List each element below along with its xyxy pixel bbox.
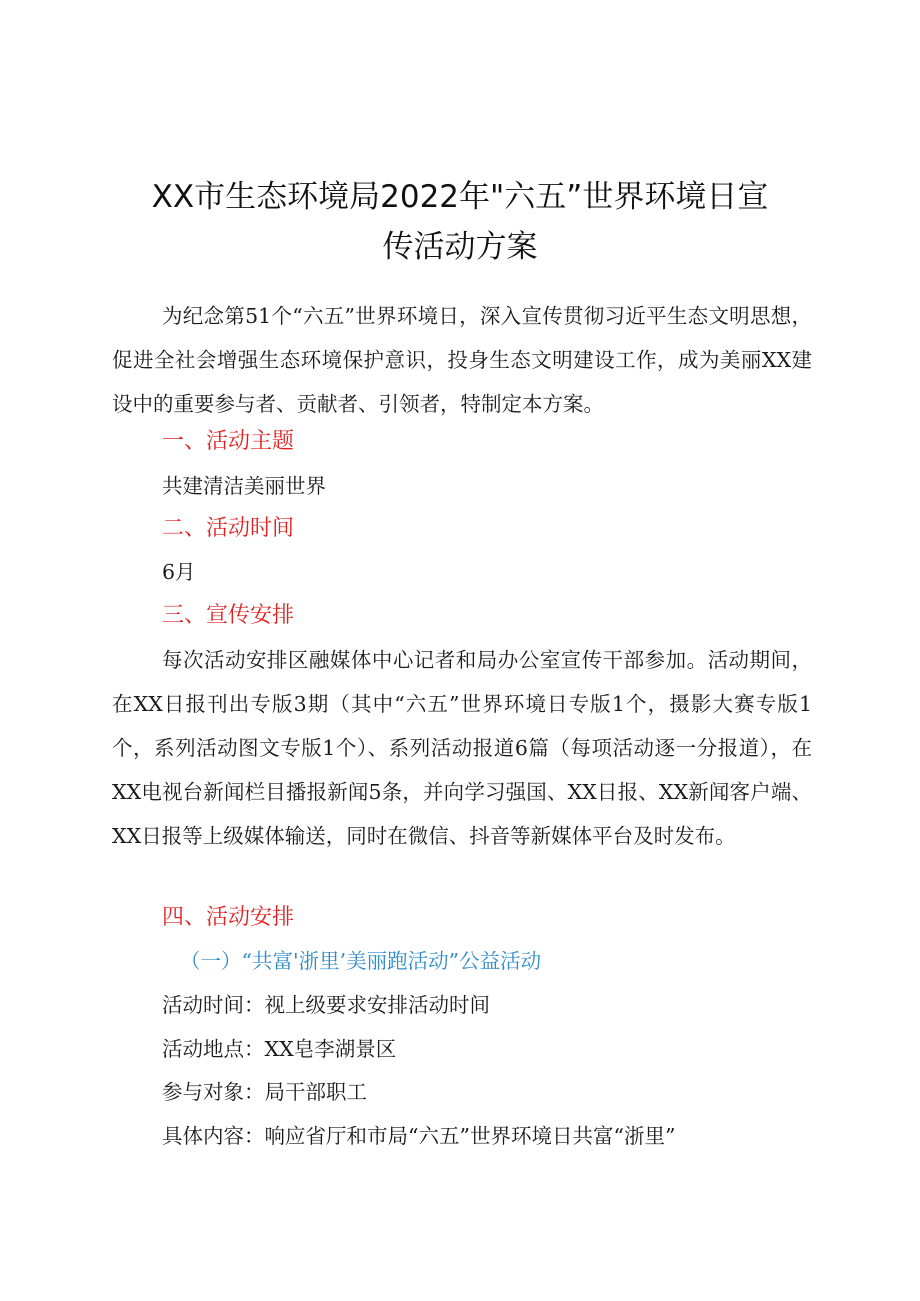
section-content-publicity: 每次活动安排区融媒体中心记者和局办公室宣传干部参加。活动期间，在XX日报刊出专版3期（其中“六五”世界环境日专版1个，摄影大赛专版1个，系列活动图文专版1个）、系列活动报道6篇（每项活动逐一分报道），在XX电视台新闻栏目播报新闻5条，并向学习强国、XX日报、XX新闻客户端、XX日报等上级媒体输送，同时在微信、抖音等新媒体平台及时发布。 bbox=[112, 648, 812, 848]
section-heading-time: 二、活动时间 bbox=[162, 516, 295, 541]
activity-1-location: 活动地点：XX皂李湖景区 bbox=[162, 1037, 397, 1061]
intro-paragraph: 为纪念第51个“六五”世界环境日，深入宣传贯彻习近平生态文明思想，促进全社会增强生态环境保护意识，投身生态文明建设工作，成为美丽XX建设中的重要参与者、贡献者、引领者，特制定本方案。 bbox=[112, 304, 812, 416]
section-heading-theme: 一、活动主题 bbox=[162, 429, 295, 454]
activity-1-participants: 参与对象：局干部职工 bbox=[162, 1080, 367, 1104]
section-content-theme: 共建清洁美丽世界 bbox=[162, 474, 326, 498]
section-content-time: 6月 bbox=[162, 560, 196, 584]
activity-1-details: 具体内容：响应省厅和市局“六五”世界环境日共富“浙里” bbox=[162, 1124, 676, 1148]
activity-1-time: 活动时间：视上级要求安排活动时间 bbox=[162, 993, 490, 1017]
document-title-line-2: 传活动方案 bbox=[382, 229, 538, 265]
section-heading-arrangement: 四、活动安排 bbox=[162, 905, 295, 930]
section-heading-publicity: 三、宣传安排 bbox=[162, 603, 295, 628]
activity-1-subheading: （一）“共富'浙里’美丽跑活动”公益活动 bbox=[180, 949, 542, 973]
document-title-line-1: XX市生态环境局2022年"六五”世界环境日宣 bbox=[151, 179, 769, 215]
